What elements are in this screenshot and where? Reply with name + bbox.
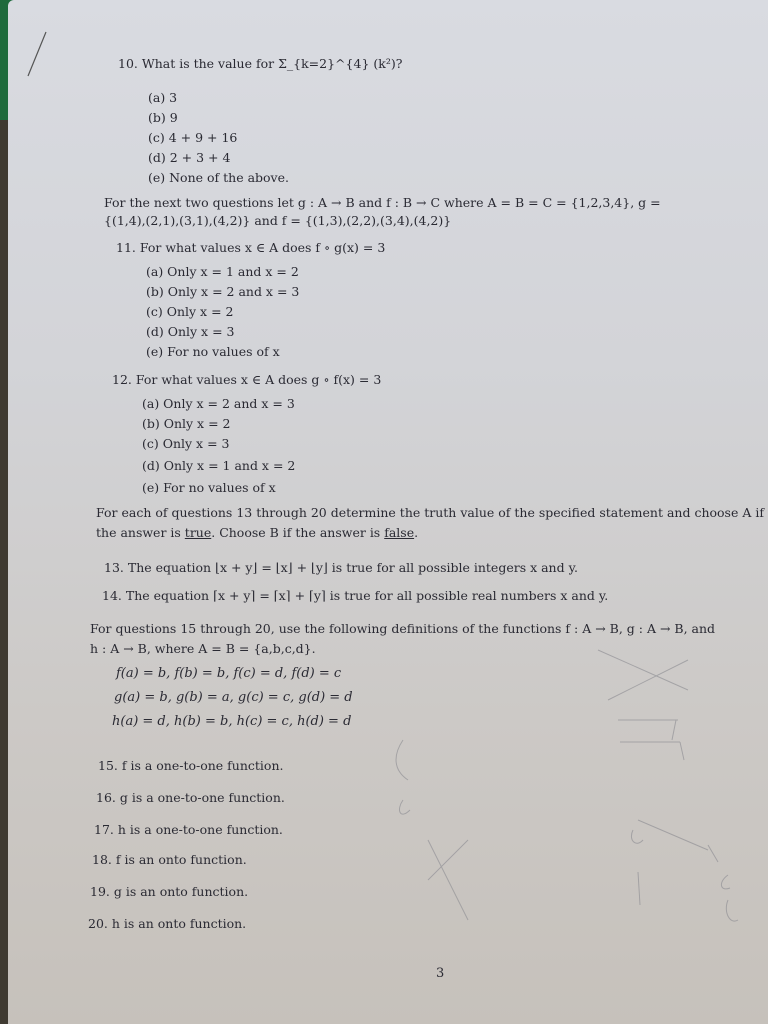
q12-option-e: (e) For no values of x — [142, 480, 276, 495]
question-13: 13. The equation ⌊x + y⌋ = ⌊x⌋ + ⌊y⌋ is true for all possible integers x and y. — [104, 560, 578, 575]
tf-intro-true: true — [184, 525, 212, 540]
q12-option-a: (a) Only x = 2 and x = 3 — [142, 396, 295, 411]
q12-option-c: (c) Only x = 3 — [142, 436, 230, 451]
question-16: 16. g is a one-to-one function. — [96, 790, 285, 805]
tf-intro-line1: For each of questions 13 through 20 determine the truth value of the specified statement and choose A if — [96, 505, 764, 520]
q10-option-d: (d) 2 + 3 + 4 — [148, 150, 231, 165]
q10-option-e: (e) None of the above. — [148, 170, 289, 185]
question-17: 17. h is a one-to-one function. — [94, 822, 283, 837]
q12-option-b: (b) Only x = 2 — [142, 416, 231, 431]
question-14: 14. The equation ⌈x + y⌉ = ⌈x⌉ + ⌈y⌉ is true for all possible real numbers x and y. — [102, 588, 609, 603]
question-20: 20. h is an onto function. — [88, 916, 247, 931]
tf-intro-false: false — [384, 525, 415, 540]
intro-11-12-line1: For the next two questions let g : A → B and f : B → C where A = B = C = {1,2,3,4}, g = — [104, 195, 661, 210]
exam-page — [8, 0, 768, 1024]
pencil-mark-icon — [22, 30, 52, 80]
question-12: 12. For what values x ∈ A does g ∘ f(x) = 3 — [112, 372, 382, 387]
q11-option-d: (d) Only x = 3 — [146, 324, 235, 339]
question-18: 18. f is an onto function. — [92, 852, 247, 867]
fn-intro-line1: For questions 15 through 20, use the following definitions of the functions f : A → B, g : A → B, and — [90, 621, 716, 636]
tf-intro-line2 — [96, 524, 418, 541]
definition-f: f(a) = b, f(b) = b, f(c) = d, f(d) = c — [116, 666, 342, 681]
tf-intro-post: . — [414, 525, 419, 540]
q11-option-a: (a) Only x = 1 and x = 2 — [146, 264, 299, 279]
definition-g: g(a) = b, g(b) = a, g(c) = c, g(d) = d — [114, 690, 353, 705]
tf-intro-pre: the answer is — [96, 525, 185, 540]
q10-option-c: (c) 4 + 9 + 16 — [148, 130, 238, 145]
question-19: 19. g is an onto function. — [90, 884, 249, 899]
definition-h: h(a) = d, h(b) = b, h(c) = c, h(d) = d — [112, 714, 352, 729]
q11-option-b: (b) Only x = 2 and x = 3 — [146, 284, 300, 299]
tf-intro-mid: . Choose B if the answer is — [211, 525, 385, 540]
q10-option-a: (a) 3 — [148, 90, 178, 105]
q10-option-b: (b) 9 — [148, 110, 178, 125]
q12-option-d: (d) Only x = 1 and x = 2 — [142, 458, 296, 473]
intro-11-12-line2: {(1,4),(2,1),(3,1),(4,2)} and f = {(1,3),(2,2),(3,4),(4,2)} — [104, 213, 452, 228]
fn-intro-line2: h : A → B, where A = B = {a,b,c,d}. — [90, 641, 316, 656]
question-10: 10. What is the value for Σ_{k=2}^{4} (k²)? — [118, 56, 403, 71]
q11-option-e: (e) For no values of x — [146, 344, 280, 359]
question-15: 15. f is a one-to-one function. — [98, 758, 284, 773]
page-number: 3 — [436, 966, 445, 981]
q11-option-c: (c) Only x = 2 — [146, 304, 234, 319]
question-11: 11. For what values x ∈ A does f ∘ g(x) = 3 — [116, 240, 386, 255]
